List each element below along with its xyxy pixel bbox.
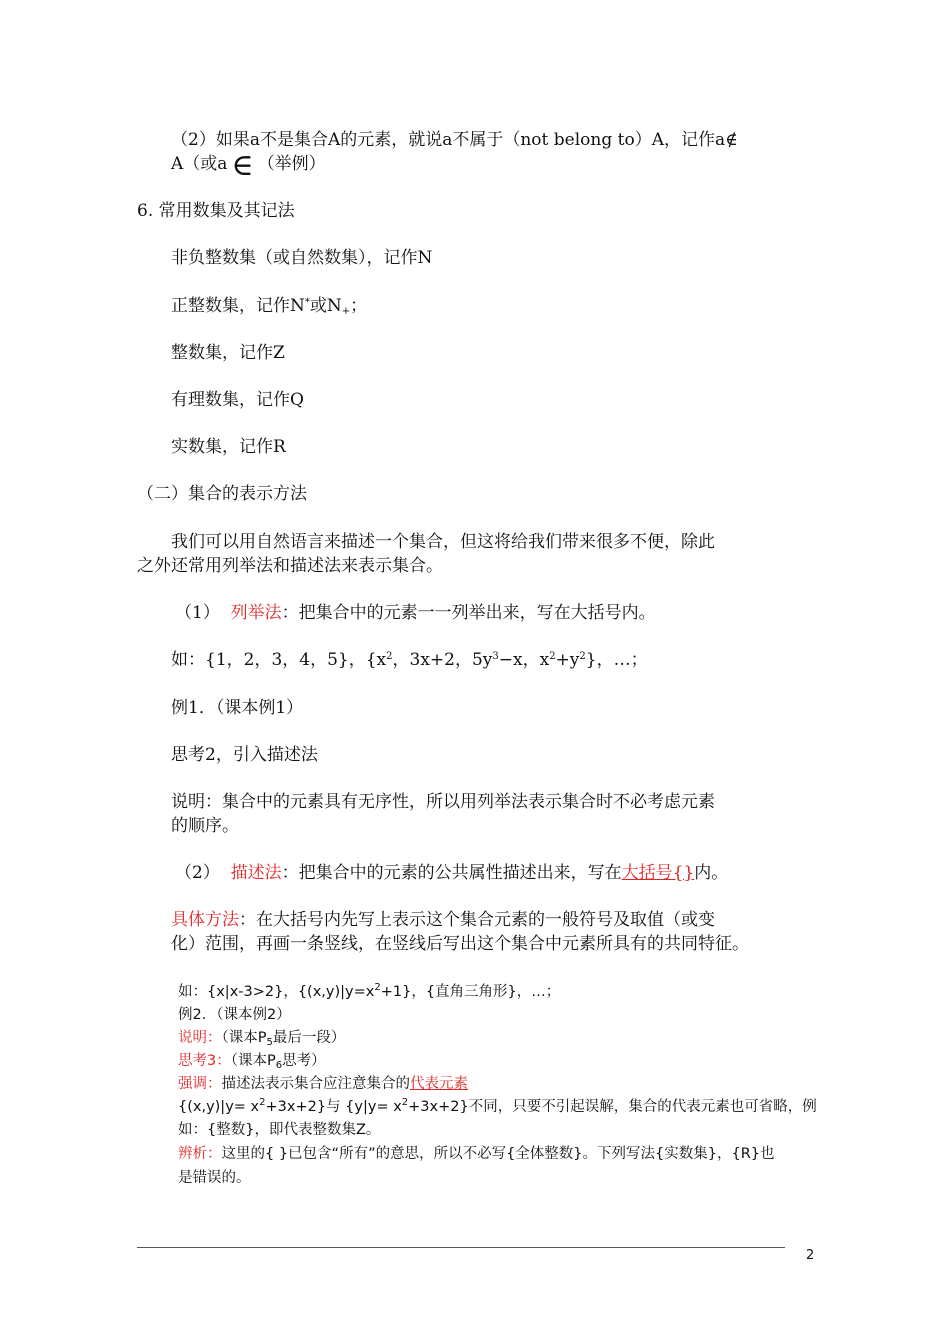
set-natural — [171, 246, 432, 270]
description-example — [178, 981, 560, 1003]
compare-line-1 — [178, 1096, 817, 1118]
text: ：在大括号内先写上表示这个集合元素的一般符号及取值（或变 — [239, 910, 715, 930]
superscript: 2 — [549, 651, 556, 662]
text: A（或a — [171, 154, 228, 174]
para-not-belong-cont — [171, 148, 326, 183]
intro-line-2 — [137, 554, 443, 578]
text: （2）如果a不是集合A的元素，就说a不属于（not belong to）A，记作a∉ — [171, 130, 738, 150]
think-2 — [171, 743, 318, 767]
number: （2） — [175, 863, 220, 883]
text: ：把集合中的元素的公共属性描述出来，写在 — [281, 863, 622, 883]
text: （二）集合的表示方法 — [137, 484, 307, 504]
text: 例1．（课本例1） — [171, 698, 304, 718]
text: 如：{整数}，即代表整数集Z。 — [178, 1122, 381, 1138]
text: 非负整数集（或自然数集），记作N — [171, 248, 433, 268]
text: 我们可以用自然语言来描述一个集合，但这将给我们带来很多不便，除此 — [171, 532, 715, 552]
braces-term: 大括号{} — [621, 863, 695, 883]
text: +3x+2}不同，只要不引起误解，集合的代表元素也可省略，例 — [408, 1099, 817, 1115]
text: +y — [555, 650, 580, 670]
text: 是错误的。 — [178, 1170, 251, 1186]
description-method — [175, 861, 728, 885]
text: （课本P — [221, 1030, 267, 1046]
text: 描述法表示集合应注意集合的 — [221, 1076, 410, 1092]
text: 如：{x|x-3>2}，{(x,y)|y=x — [178, 984, 375, 1000]
text: 实数集，记作R — [171, 437, 286, 457]
superscript: 2 — [259, 1097, 266, 1108]
intro-line-1 — [171, 530, 715, 554]
method-line-2 — [171, 932, 749, 956]
label-discrimination: 辨析： — [178, 1146, 222, 1162]
text: 整数集，记作Z — [171, 343, 285, 363]
listing-method — [175, 601, 656, 625]
superscript: * — [304, 297, 310, 308]
text: 说明：集合中的元素具有无序性，所以用列举法表示集合时不必考虑元素 — [171, 792, 715, 812]
term-method: 具体方法 — [171, 910, 239, 930]
set-integer — [171, 341, 285, 365]
superscript: 2 — [374, 982, 381, 993]
note-unordered-1 — [171, 790, 715, 814]
text: 例2．（课本例2） — [178, 1007, 291, 1023]
number: （1） — [175, 603, 220, 623]
text: （课本P — [230, 1053, 276, 1069]
subscript: + — [341, 306, 351, 317]
superscript: 2 — [386, 651, 393, 662]
term-description: 描述法 — [230, 863, 282, 883]
text: ：把集合中的元素一一列举出来，写在大括号内。 — [281, 603, 656, 623]
text: +3x+2}与 {y|y= x — [265, 1099, 402, 1115]
label-emphasis: 强调： — [178, 1076, 222, 1092]
symbol-glyph: ∈ — [231, 148, 254, 183]
emphasis — [178, 1073, 468, 1095]
example-1 — [171, 696, 303, 720]
text: 思考2，引入描述法 — [171, 745, 318, 765]
text: 或N — [309, 296, 342, 316]
think-3 — [178, 1050, 326, 1072]
listing-example — [171, 648, 648, 672]
text: 的顺序。 — [171, 816, 239, 836]
label-note: 说明： — [178, 1030, 222, 1046]
set-rational — [171, 388, 304, 412]
para-not-belong — [171, 128, 738, 152]
set-positive-integer — [171, 294, 367, 318]
superscript: 2 — [401, 1097, 409, 1108]
subscript: 6 — [275, 1060, 283, 1071]
text: ； — [350, 296, 368, 316]
text: 正整数集，记作N — [171, 296, 305, 316]
superscript: 2 — [579, 651, 586, 662]
text: 6. 常用数集及其记法 — [137, 201, 295, 221]
text: 思考） — [282, 1053, 326, 1069]
text: }，…； — [585, 650, 648, 670]
set-real — [171, 435, 286, 459]
section-2-heading — [137, 482, 307, 506]
footer-rule — [137, 1247, 785, 1248]
discrimination-2 — [178, 1167, 251, 1189]
text: {(x,y)|y= x — [178, 1099, 260, 1115]
note-textbook — [178, 1027, 345, 1049]
example-2 — [178, 1004, 291, 1026]
text: （举例） — [257, 154, 326, 174]
page-number: 2 — [806, 1248, 815, 1263]
term-listing: 列举法 — [230, 603, 282, 623]
method-line-1 — [171, 908, 715, 932]
text: −x，x — [498, 650, 550, 670]
section-6-heading — [137, 199, 295, 223]
text: 有理数集，记作Q — [171, 390, 304, 410]
discrimination-1 — [178, 1143, 775, 1165]
text: +1}，{直角三角形}，…； — [380, 984, 561, 1000]
subscript: 5 — [266, 1037, 273, 1048]
label-think: 思考3： — [178, 1053, 231, 1069]
not-element-symbol — [231, 148, 254, 183]
note-unordered-2 — [171, 814, 239, 838]
representative-element: 代表元素 — [410, 1076, 468, 1092]
text: 最后一段） — [272, 1030, 346, 1046]
text: 如：{1，2，3，4，5}，{x — [171, 650, 387, 670]
text: 化）范围，再画一条竖线，在竖线后写出这个集合中元素所具有的共同特征。 — [171, 934, 749, 954]
superscript: 3 — [492, 651, 499, 662]
text: 之外还常用列举法和描述法来表示集合。 — [137, 556, 443, 576]
text: ，3x+2，5y — [392, 650, 493, 670]
text: 这里的{ }已包含“所有”的意思，所以不必写{全体整数}。下列写法{实数集}，{R}也 — [221, 1146, 775, 1162]
text: 内。 — [694, 863, 729, 883]
compare-line-2 — [178, 1119, 380, 1141]
